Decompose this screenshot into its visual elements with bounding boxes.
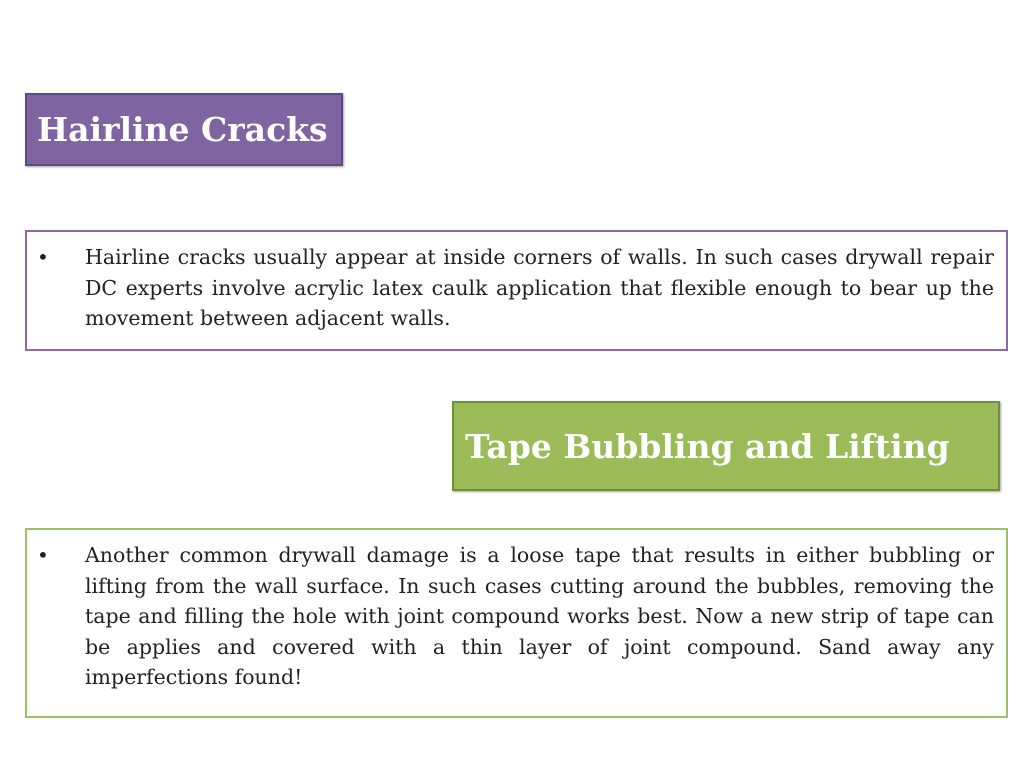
bullet-marker: • — [37, 543, 49, 567]
section-title-text: Hairline Cracks — [37, 110, 328, 149]
section-title-text: Tape Bubbling and Lifting — [465, 426, 950, 466]
bullet-item — [37, 242, 996, 334]
bullet-item — [37, 540, 996, 693]
bullet-marker: • — [37, 245, 49, 269]
section-title-hairline-cracks — [25, 93, 343, 166]
section-content-hairline-cracks — [25, 230, 1008, 351]
bullet-text: Hairline cracks usually appear at inside corners of walls. In such cases drywall repair DC experts involve acrylic latex caulk application that flexible enough to bear up the movement between adjacent walls. — [85, 245, 994, 330]
bullet-text: Another common drywall damage is a loose tape that results in either bubbling or lifting from the wall surface. In such cases cutting around the bubbles, removing the tape and filling the hole with joint compound works best. Now a new strip of tape can be applies and covered with a thin layer of joint compound. Sand away any imperfections found! — [85, 543, 994, 689]
section-title-tape-bubbling — [452, 401, 1000, 491]
section-content-tape-bubbling — [25, 528, 1008, 718]
